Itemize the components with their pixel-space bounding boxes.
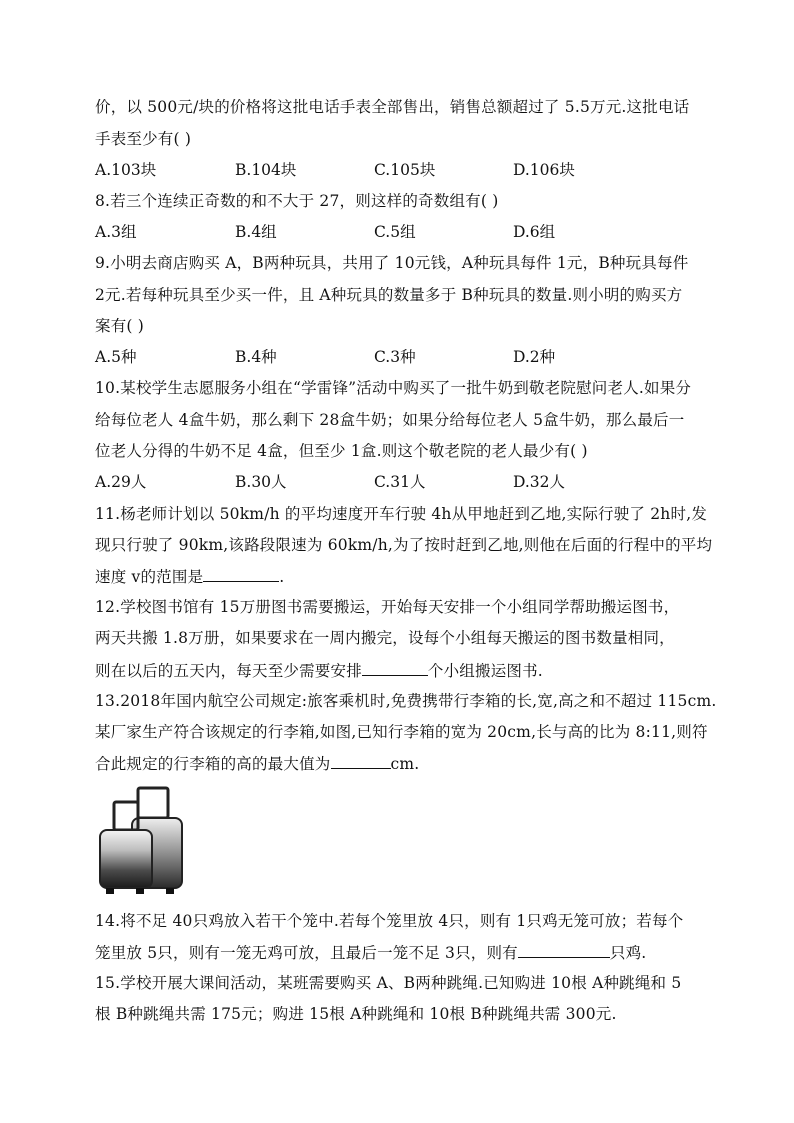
- q14-line-2-end: 只鸡.: [609, 944, 647, 962]
- q8-option-a: A.3组: [95, 223, 137, 241]
- q14-line-2: [95, 942, 646, 963]
- q13-line-3-end: cm.: [390, 755, 420, 773]
- q11-line-3: [95, 566, 284, 587]
- q7-options: [95, 160, 715, 180]
- q15-line-2: 根 B种跳绳共需 175元；购进 15根 A种跳绳和 10根 B种跳绳共需 300元.: [95, 1005, 617, 1023]
- back-suitcase-handle: [138, 788, 168, 818]
- q9-option-b: B.4种: [235, 348, 277, 366]
- q7-option-b: B.104块: [235, 161, 297, 179]
- q14-answer-blank: [518, 942, 610, 958]
- q9-options: [95, 347, 715, 367]
- q11-line-3-text: 速度 v的范围是: [95, 568, 204, 586]
- q10-line-1: 10.某校学生志愿服务小组在“学雷锋”活动中购买了一批牛奶到敬老院慰问老人.如果分: [95, 379, 692, 397]
- q12-answer-blank: [362, 660, 428, 676]
- q13-line-1: 13.2018年国内航空公司规定:旅客乘机时,免费携带行李箱的长,宽,高之和不超过 115cm.: [95, 692, 717, 710]
- wheel: [106, 888, 114, 894]
- q11-line-3-end: .: [279, 568, 285, 586]
- q13-line-2: 某厂家生产符合该规定的行李箱,如图,已知行李箱的宽为 20cm,长与高的比为 8:11,则符: [95, 723, 708, 741]
- q8-option-c: C.5组: [374, 223, 416, 241]
- q12-line-2: 两天共搬 1.8万册，如果要求在一周内搬完，设每个小组每天搬运的图书数量相同，: [95, 629, 675, 647]
- q11-line-1: 11.杨老师计划以 50km/h 的平均速度开车行驶 4h从甲地赶到乙地,实际行驶了 2h时,发: [95, 505, 708, 523]
- q13-line-3-text: 合此规定的行李箱的高的最大值为: [95, 755, 331, 773]
- wheel: [166, 888, 174, 894]
- q10-option-c: C.31人: [374, 473, 426, 491]
- q7-option-d: D.106块: [513, 161, 575, 179]
- q7-option-c: C.105块: [374, 161, 436, 179]
- q7-line-1: 价，以 500元/块的价格将这批电话手表全部售出，销售总额超过了 5.5万元.这批电话: [95, 98, 690, 116]
- q10-option-b: B.30人: [235, 473, 287, 491]
- q10-line-2: 给每位老人 4盒牛奶，那么剩下 28盒牛奶；如果分给每位老人 5盒牛奶，那么最后一: [95, 411, 685, 429]
- q9-line-1: 9.小明去商店购买 A，B两种玩具，共用了 10元钱，A种玩具每件 1元，B种玩具每件: [95, 254, 689, 272]
- q7-option-a: A.103块: [95, 161, 157, 179]
- q10-line-3: 位老人分得的牛奶不足 4盒，但至少 1盒.则这个敬老院的老人最少有( ): [95, 442, 588, 460]
- q13-line-3: [95, 753, 419, 774]
- q11-answer-blank: [203, 566, 279, 582]
- luggage-figure: [96, 784, 186, 896]
- q15-line-1: 15.学校开展大课间活动，某班需要购买 A、B两种跳绳.已知购进 10根 A种跳绳和 5: [95, 974, 682, 992]
- q9-line-2: 2元.若每种玩具至少买一件，且 A种玩具的数量多于 B种玩具的数量.则小明的购买方: [95, 286, 683, 304]
- q12-line-3: [95, 660, 543, 681]
- q9-option-a: A.5种: [95, 348, 137, 366]
- front-suitcase: [100, 830, 152, 888]
- q8-option-d: D.6组: [513, 223, 556, 241]
- q11-line-2: 现只行驶了 90km,该路段限速为 60km/h,为了按时赶到乙地,则他在后面的行程中的平均: [95, 536, 713, 554]
- q14-line-2-text: 笼里放 5只，则有一笼无鸡可放，且最后一笼不足 3只，则有: [95, 944, 518, 962]
- q12-line-3-text: 则在以后的五天内，每天至少需要安排: [95, 662, 362, 680]
- q9-option-d: D.2种: [513, 348, 556, 366]
- q8-options: [95, 222, 715, 242]
- q13-answer-blank: [331, 753, 391, 769]
- q10-option-a: A.29人: [95, 473, 147, 491]
- q10-options: [95, 472, 715, 492]
- q9-option-c: C.3种: [374, 348, 416, 366]
- q9-line-3: 案有( ): [95, 317, 145, 335]
- q10-option-d: D.32人: [513, 473, 566, 491]
- wheel: [136, 888, 144, 894]
- q8-line-1: 8.若三个连续正奇数的和不大于 27，则这样的奇数组有( ): [95, 192, 499, 210]
- q12-line-3-end: 个小组搬运图书.: [427, 662, 543, 680]
- q8-option-b: B.4组: [235, 223, 277, 241]
- q12-line-1: 12.学校图书馆有 15万册图书需要搬运，开始每天安排一个小组同学帮助搬运图书，: [95, 598, 680, 616]
- q7-line-2: 手表至少有( ): [95, 130, 192, 148]
- q14-line-1: 14.将不足 40只鸡放入若干个笼中.若每个笼里放 4只，则有 1只鸡无笼可放；若每个: [95, 912, 684, 930]
